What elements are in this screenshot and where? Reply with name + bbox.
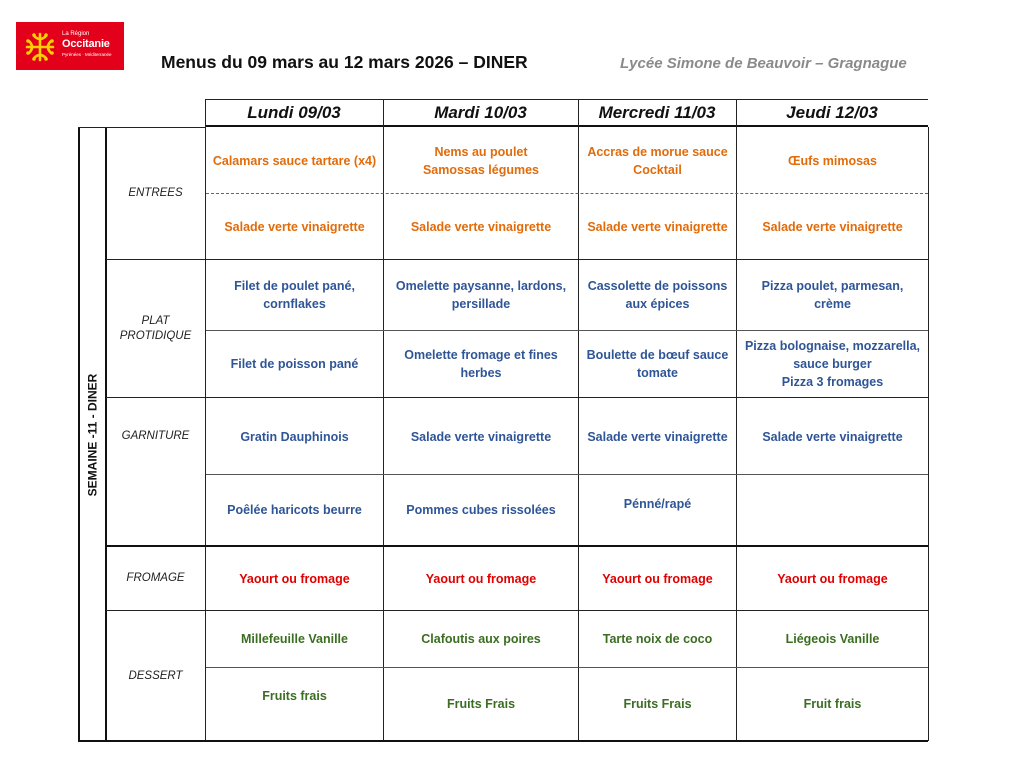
category-dessert: DESSERT — [128, 669, 183, 682]
garniture-monday-2: Poêlée haricots beurre — [227, 503, 362, 517]
entree-wednesday-1: Accras de morue sauce Cocktail — [587, 144, 728, 177]
dessert-wednesday-1: Tarte noix de coco — [602, 632, 713, 646]
category-entrees: ENTREES — [128, 187, 183, 199]
fromage-tuesday: Yaourt ou fromage — [425, 571, 537, 586]
fromage-thursday: Yaourt ou fromage — [777, 571, 888, 586]
garniture-tuesday-2: Pommes cubes rissolées — [406, 503, 556, 517]
plat-tuesday-2: Omelette fromage et fines herbes — [404, 348, 558, 380]
plat-monday-1: Filet de poulet pané, cornflakes — [234, 279, 355, 311]
garniture-monday-1: Gratin Dauphinois — [240, 429, 349, 444]
fromage-monday: Yaourt ou fromage — [239, 571, 350, 586]
week-label — [78, 129, 106, 741]
day-header-wednesday: Mercredi 11/03 — [578, 99, 736, 127]
entree-thursday-2: Salade verte vinaigrette — [762, 219, 903, 234]
plat-monday-2: Filet de poisson pané — [230, 357, 359, 371]
dessert-tuesday-2: Fruits Frais — [446, 697, 516, 711]
logo-line-2: Occitanie — [62, 38, 110, 50]
day-header-monday: Lundi 09/03 — [205, 99, 383, 127]
plat-wednesday-1: Cassolette de poissons aux épices — [587, 279, 728, 311]
logo-line-1: La Région — [62, 31, 90, 37]
garniture-tuesday-1: Salade verte vinaigrette — [410, 429, 552, 444]
plat-wednesday-2: Boulette de bœuf sauce tomate — [586, 348, 729, 380]
dessert-wednesday-2: Fruits Frais — [623, 697, 692, 711]
garniture-wednesday-1: Salade verte vinaigrette — [587, 429, 728, 444]
entree-tuesday-1: Nems au poulet Samossas légumes — [422, 144, 540, 177]
category-garniture: GARNITURE — [121, 430, 190, 442]
plat-tuesday-1: Omelette paysanne, lardons, persillade — [395, 279, 567, 311]
entree-monday-2: Salade verte vinaigrette — [224, 219, 365, 234]
occitan-cross-icon — [20, 30, 60, 64]
category-fromage: FROMAGE — [126, 571, 185, 584]
plat-thursday-2: Pizza bolognaise, mozzarella, sauce burger Pizza 3 fromages — [744, 339, 921, 389]
garniture-wednesday-2: Pénné/rapé — [623, 497, 692, 511]
dessert-monday-2: Fruits frais — [262, 689, 327, 703]
dessert-thursday-2: Fruit frais — [803, 697, 862, 711]
day-header-thursday: Jeudi 12/03 — [736, 99, 928, 127]
dessert-tuesday-1: Clafoutis aux poires — [421, 632, 541, 646]
logo-line-3: Pyrénées · Méditerranée — [62, 52, 112, 57]
category-plat-protidique: PLAT PROTIDIQUE — [119, 314, 192, 342]
garniture-thursday-2 — [737, 475, 928, 545]
day-header-tuesday: Mardi 10/03 — [383, 99, 578, 127]
garniture-thursday-1: Salade verte vinaigrette — [762, 429, 903, 444]
fromage-wednesday: Yaourt ou fromage — [602, 571, 713, 586]
region-logo — [16, 22, 124, 70]
page-title: Menus du 09 mars au 12 mars 2026 – DINER — [161, 52, 528, 72]
entree-wednesday-2: Salade verte vinaigrette — [587, 219, 728, 234]
dessert-monday-1: Millefeuille Vanille — [241, 632, 348, 646]
entree-tuesday-2: Salade verte vinaigrette — [410, 219, 552, 234]
entree-thursday-1: Œufs mimosas — [788, 153, 877, 168]
dessert-thursday-1: Liégeois Vanille — [785, 632, 880, 646]
plat-thursday-1: Pizza poulet, parmesan, crème — [761, 279, 904, 311]
entree-monday-1: Calamars sauce tartare (x4) — [212, 153, 377, 168]
week-label-text: SEMAINE -11 - DINER — [85, 373, 100, 497]
school-name: Lycée Simone de Beauvoir – Gragnague — [620, 55, 907, 72]
